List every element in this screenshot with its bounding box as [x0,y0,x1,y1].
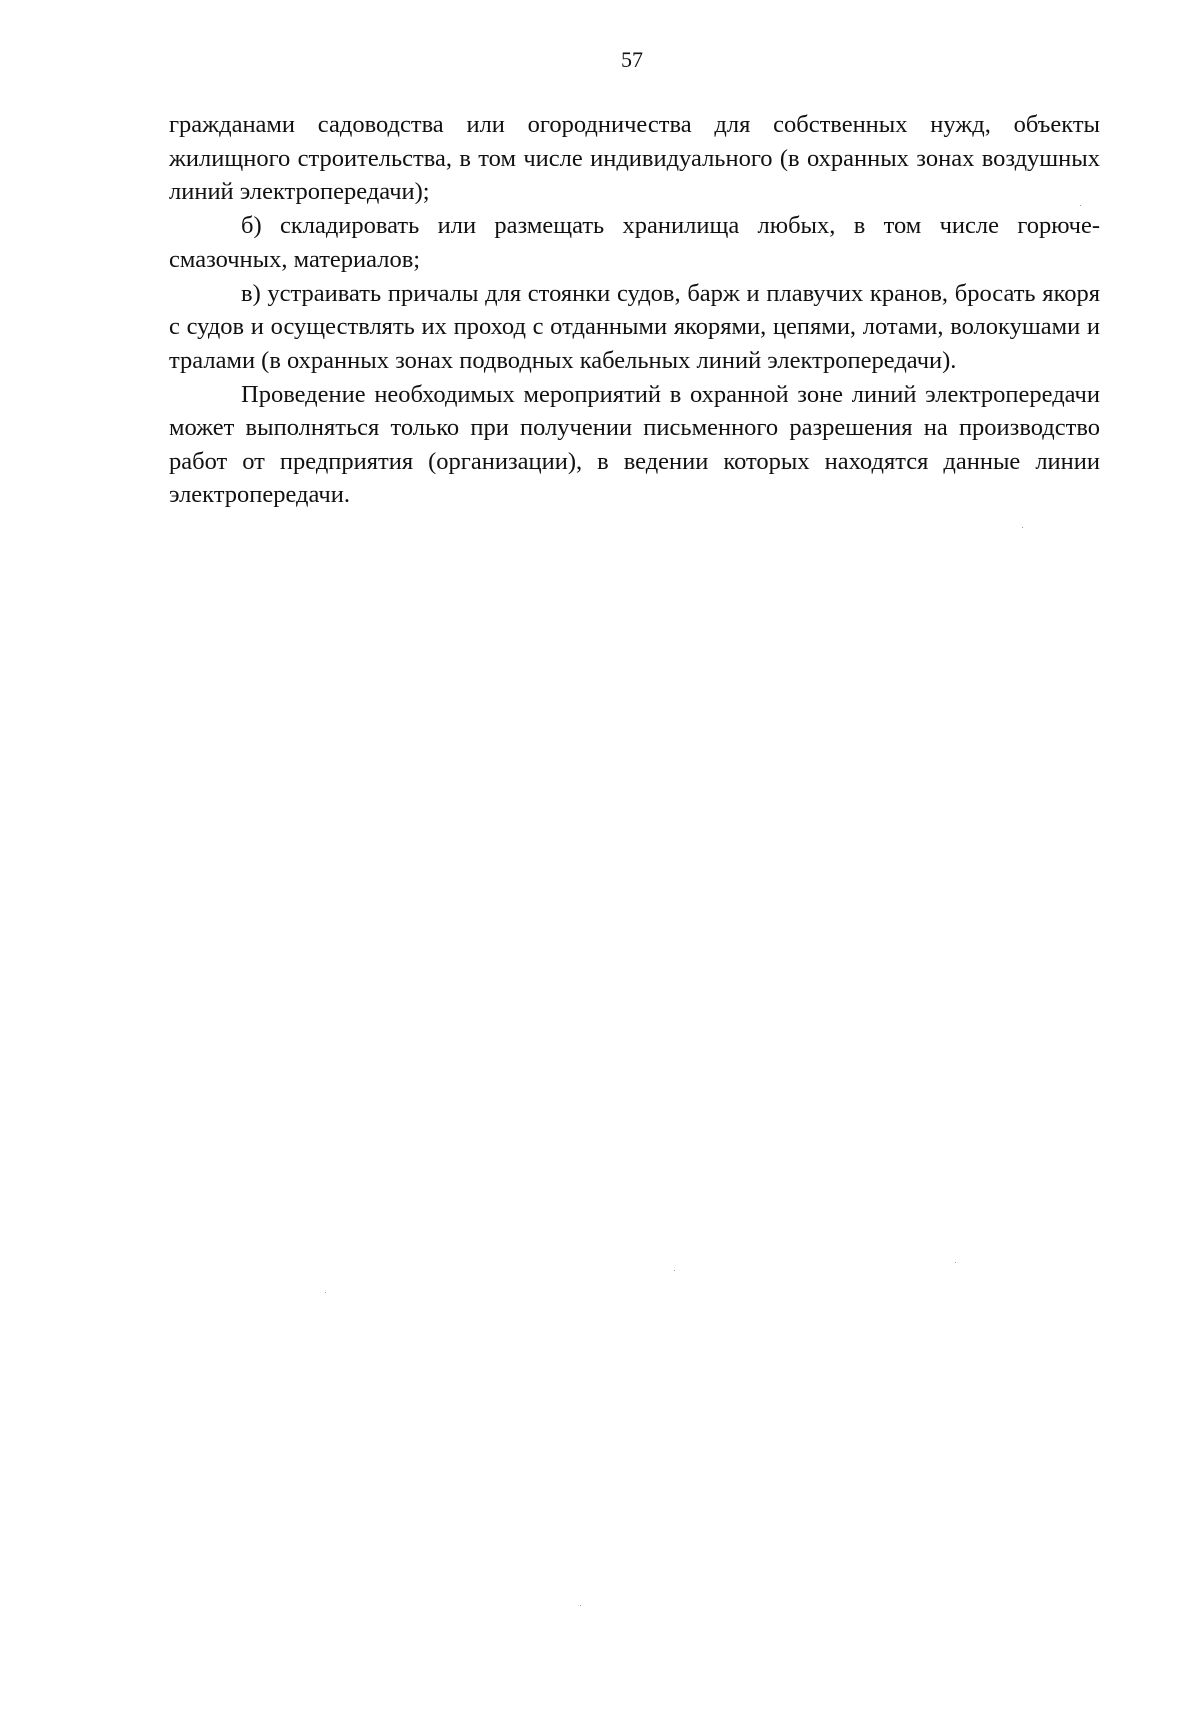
page-number: 57 [621,47,643,72]
scan-speck [325,1292,326,1293]
scan-speck [1022,527,1023,528]
paragraph-continuation: гражданами садоводства или огородничества для собственных нужд, объекты жилищного строительства, в том числе индивидуального (в охранных зонах воздушных линий электропередачи); [169,111,1100,205]
paragraph-permission: Проведение необходимых мероприятий в охранной зоне линий электропередачи может выполняться только при получении письменного разрешения на производство работ от предприятия (организации), в ведении которых находятся данные линии электропередачи. [169,380,1100,508]
scan-speck [955,1262,956,1263]
paragraph-item-b: б) складировать или размещать хранилища любых, в том числе горюче-смазочных, материалов; [169,212,1100,273]
scan-speck [674,1270,675,1271]
document-body [169,108,1100,512]
scan-speck [580,1605,581,1606]
paragraph-item-v: в) устраивать причалы для стоянки судов, барж и плавучих кранов, бросать якоря с судов и осуществлять их проход с отданными якорями, цепями, лотами, волокушами и тралами (в охранных зонах подводных кабельных линий электропередачи). [169,279,1100,374]
scan-speck [1080,205,1081,206]
